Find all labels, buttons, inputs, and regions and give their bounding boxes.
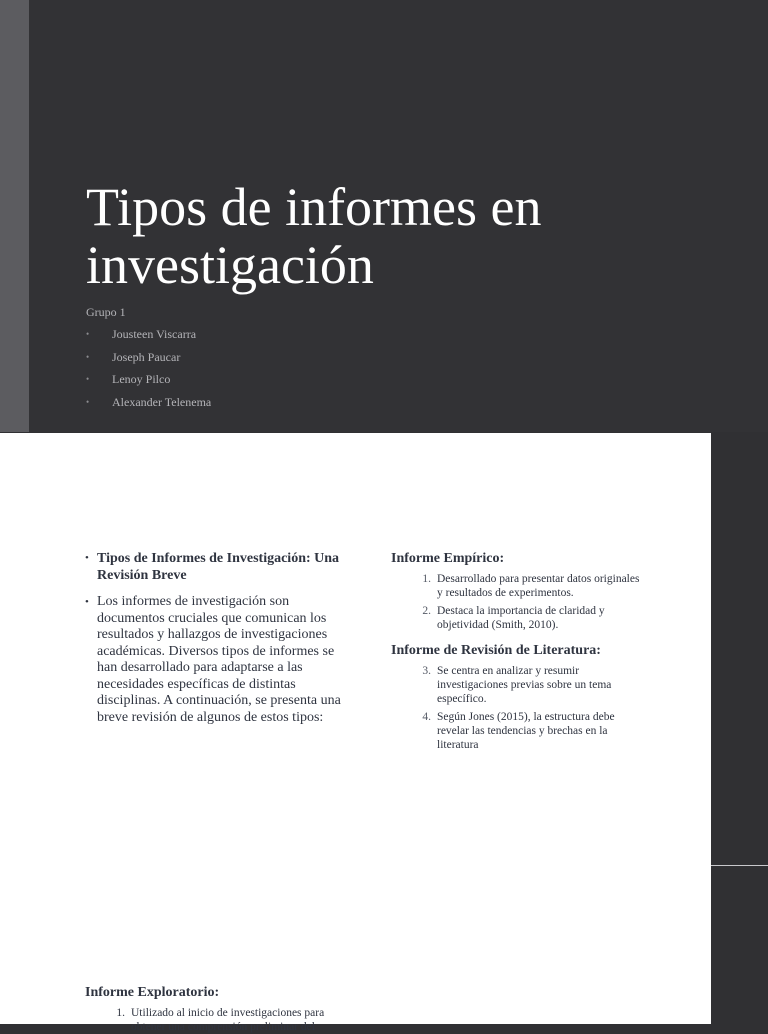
list-item [391,710,661,752]
member-item [86,326,211,349]
member-item [86,394,211,417]
slide-accent-bar [0,0,29,432]
member-name: Lenoy Pilco [112,372,171,386]
list-number: 2. [422,605,431,617]
list-item [391,572,661,600]
list-text: Utilizado al inicio de investigaciones para obtener una comprensión preliminar del [131,1007,325,1033]
bullet-item-heading [85,550,357,584]
list-number: 1. [422,573,431,585]
list-informe-empirico [391,572,661,632]
list-text: Destaca la importancia de claridad y objetividad (Smith, 2010). [437,605,605,631]
list-revision-literatura [391,664,661,752]
section-heading: Tipos de Informes de Investigación: Una Revisión Breve [97,551,340,583]
bullet-icon: • [86,351,90,362]
list-text: Desarrollado para presentar datos originales y resultados de experimentos. [437,573,640,599]
list-informe-exploratorio [85,1006,365,1034]
bullet-icon: • [85,596,89,608]
slide-title: Tipos de informes en investigación [86,177,542,295]
bullet-icon: • [85,552,89,564]
bullet-item-paragraph [85,594,357,726]
list-number: 3. [422,665,431,677]
group-label: Grupo 1 [86,305,126,319]
divider [711,865,768,866]
list-number: 4. [422,711,431,723]
list-text: Se centra en analizar y resumir investigaciones previas sobre un tema específico. [437,665,612,705]
title-slide [0,0,768,432]
member-item [86,371,211,394]
list-text: Según Jones (2015), la estructura debe revelar las tendencias y brechas en la literatura [437,711,615,751]
member-list [86,326,211,416]
intro-paragraph: Los informes de investigación son documentos cruciales que comunican los resultados y hallazgos de investigaciones académicas. Diversos tipos de informes se han desarrollado para adaptarse a las necesidades específicas de distintas disciplinas. A continuación, se presenta una breve revisión de algunos de estos tipos: [97,594,341,725]
list-item [85,1006,365,1034]
right-column [391,550,661,756]
bullet-icon: • [86,396,90,407]
member-name: Joseph Paucar [112,349,181,364]
heading-revision-literatura: Informe de Revisión de Literatura: [391,643,601,658]
bullet-icon: • [86,329,90,339]
member-item [86,349,211,372]
content-slide [0,433,711,1033]
bottom-section [85,984,365,1034]
list-number: 1. [116,1007,125,1019]
member-name: Alexander Telenema [112,394,212,409]
list-item [391,664,661,706]
member-name: Jousteen Viscarra [112,327,197,341]
heading-informe-empirico: Informe Empírico: [391,551,505,566]
left-column [85,550,357,736]
heading-informe-exploratorio: Informe Exploratorio: [85,985,220,1000]
list-item [391,604,661,632]
bullet-icon: • [86,374,90,384]
